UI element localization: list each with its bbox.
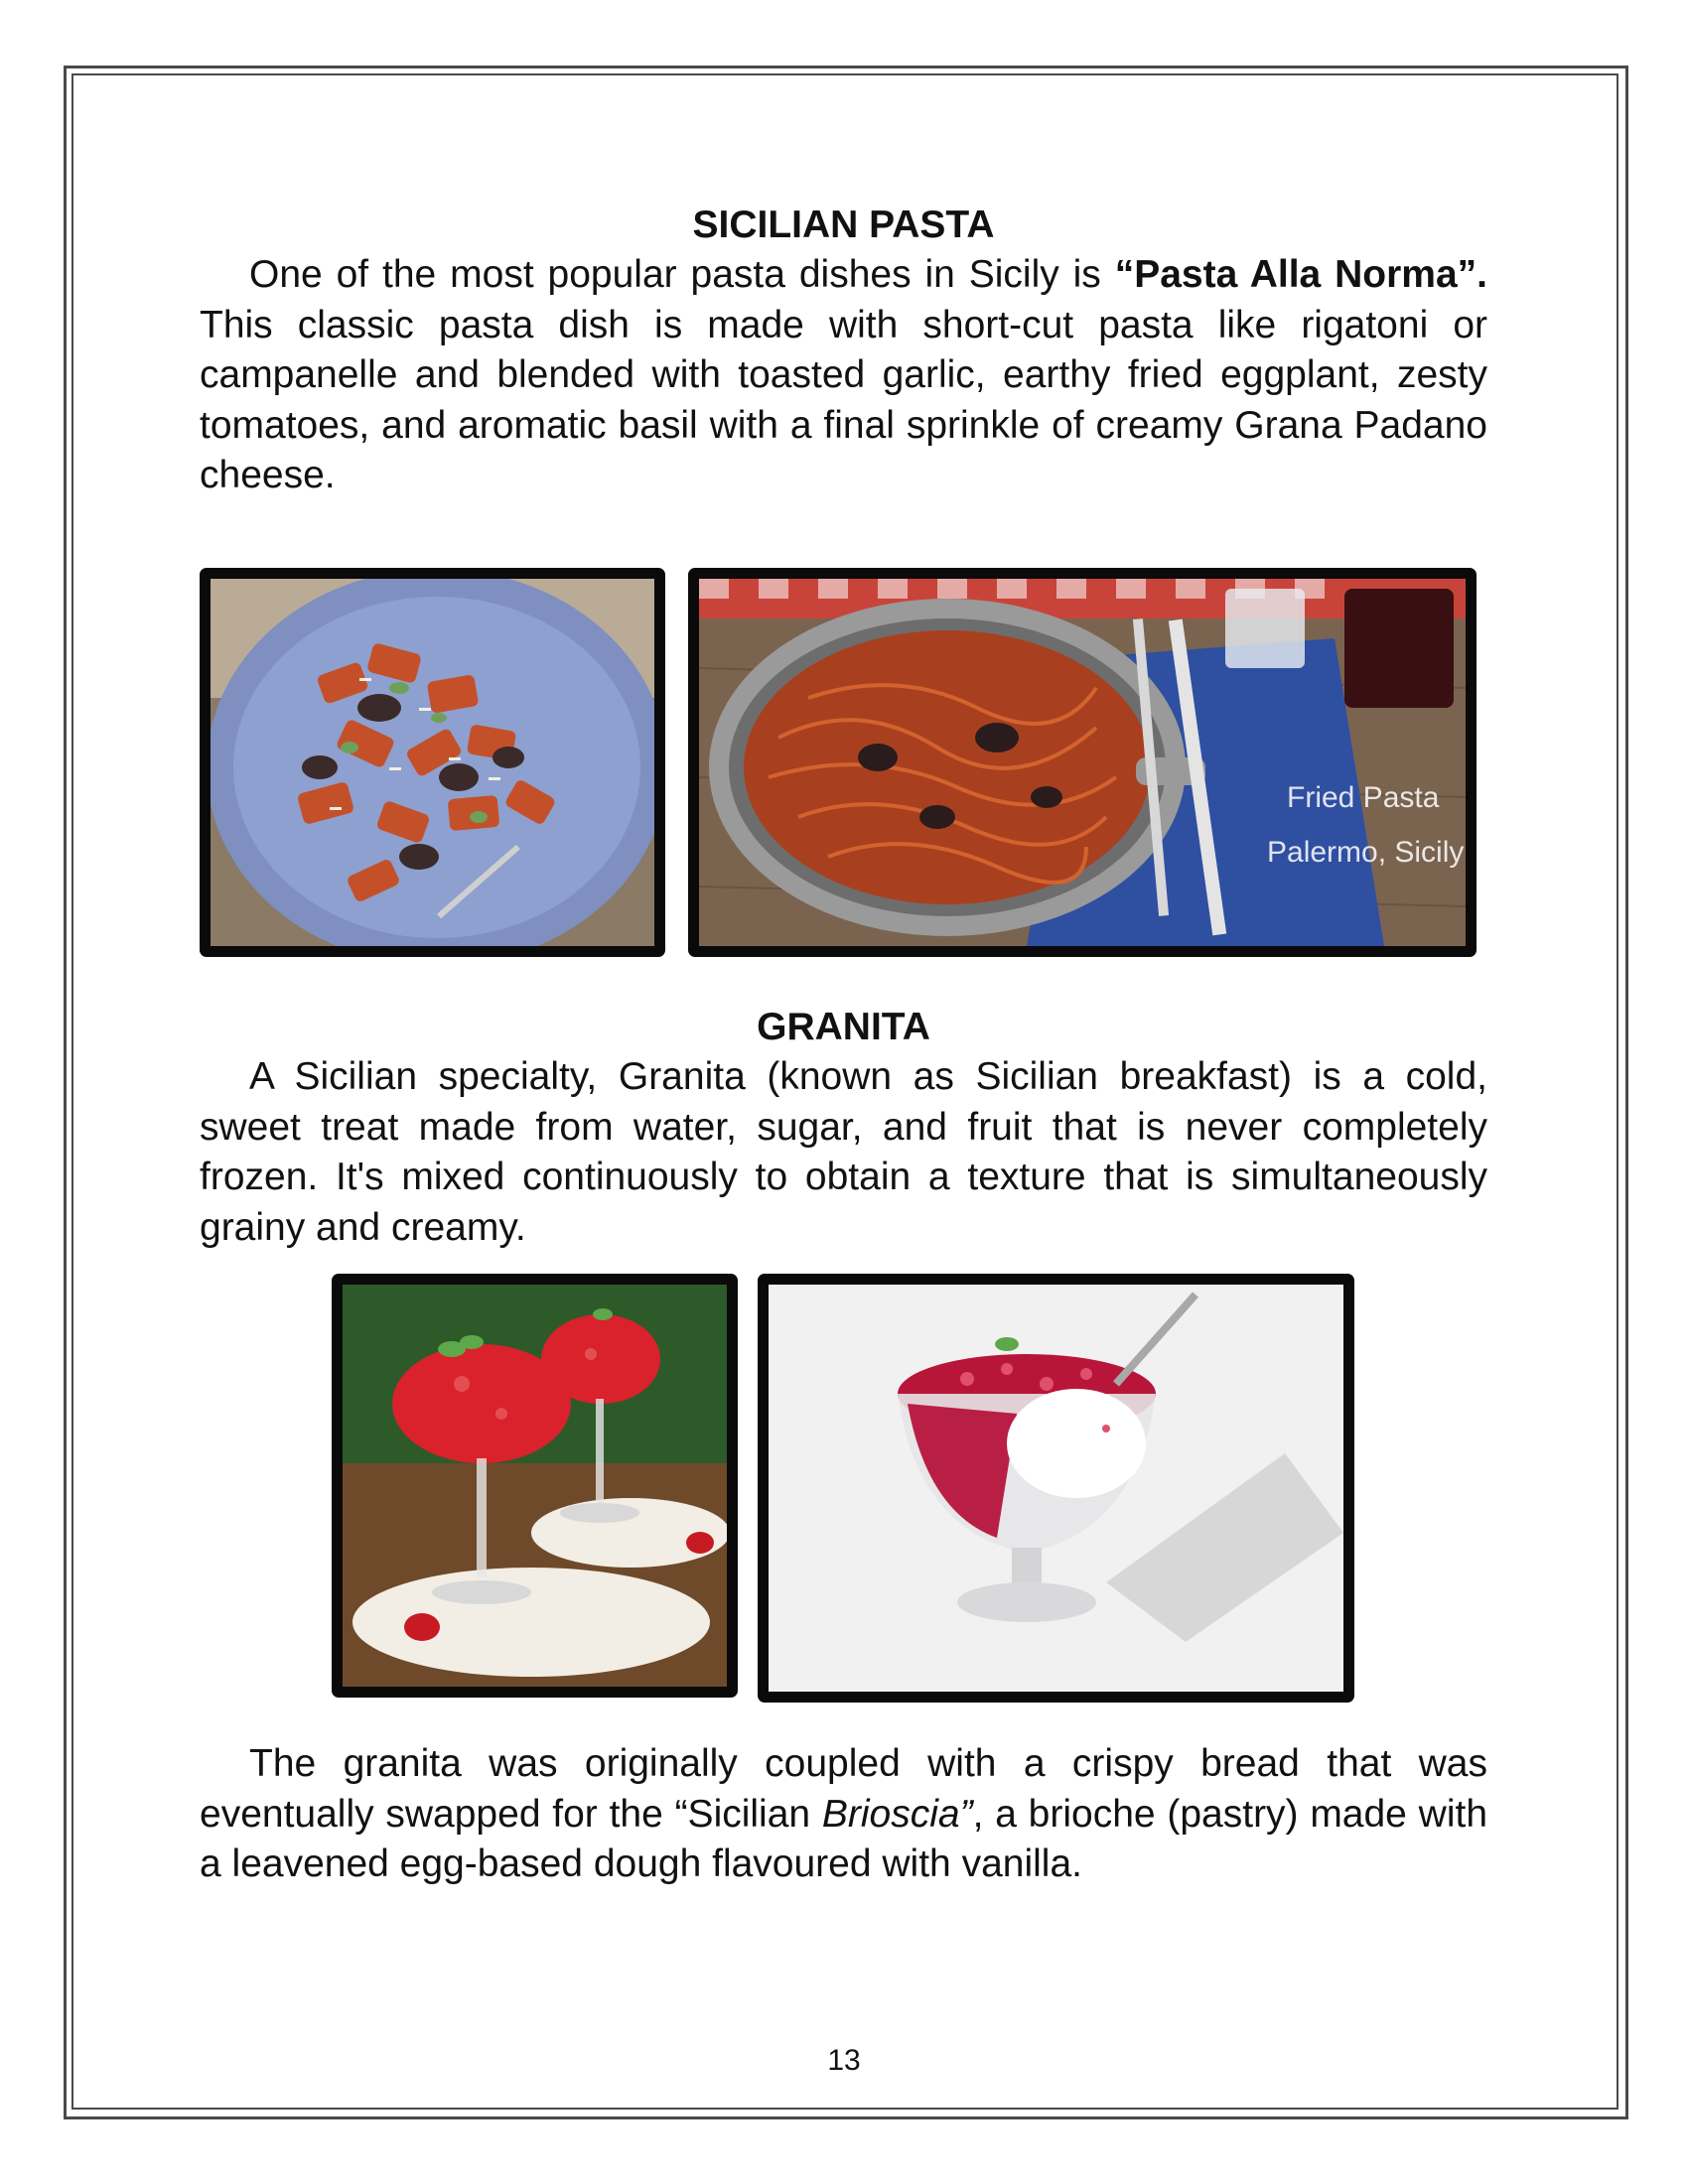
granita-brioche-section — [200, 1739, 1487, 1890]
fried-pasta-photo — [688, 568, 1477, 957]
pasta-alla-norma-photo — [200, 568, 665, 957]
pasta-paragraph-intro: One of the most popular pasta dishes in Sicily is — [249, 253, 1115, 296]
granita-cream-photo — [758, 1274, 1354, 1703]
brioscia-term: Brioscia” — [821, 1792, 973, 1836]
granita-brioche-paragraph — [200, 1739, 1487, 1890]
granita-paragraph: A Sicilian specialty, Granita (known as Sicilian breakfast) is a cold, sweet treat made from water, sugar, and fruit that is never completely frozen. It's mixed continuously to obtain a texture that is simultaneously grainy and creamy. — [200, 1055, 1487, 1249]
pasta-paragraph-rest: This classic pasta dish is made with short-cut pasta like rigatoni or campanelle and blended with toasted garlic, earthy fried eggplant, zesty tomatoes, and aromatic basil with a final sprinkle of creamy Grana Padano cheese. — [200, 303, 1487, 496]
page-number: 13 — [827, 2044, 861, 2077]
granita-section — [200, 1003, 1487, 1253]
pasta-paragraph — [200, 250, 1487, 501]
strawberry-granita-photo — [332, 1274, 738, 1698]
fried-pasta-caption-line1: Fried Pasta — [1287, 781, 1440, 814]
brioche-paragraph-intro: The granita was originally coupled with a crispy bread that was eventually swapped for the “Sicilian — [200, 1742, 1487, 1836]
brioche-paragraph-rest: , a brioche (pastry) made with a leavened egg-based dough flavoured with vanilla. — [200, 1792, 1488, 1885]
pasta-title: SICILIAN PASTA — [692, 204, 995, 246]
granita-title: GRANITA — [757, 1006, 930, 1048]
pasta-dish-name: “Pasta Alla Norma”. — [1114, 253, 1488, 296]
pasta-section — [200, 201, 1487, 501]
fried-pasta-caption-line2: Palermo, Sicily — [1267, 836, 1465, 869]
